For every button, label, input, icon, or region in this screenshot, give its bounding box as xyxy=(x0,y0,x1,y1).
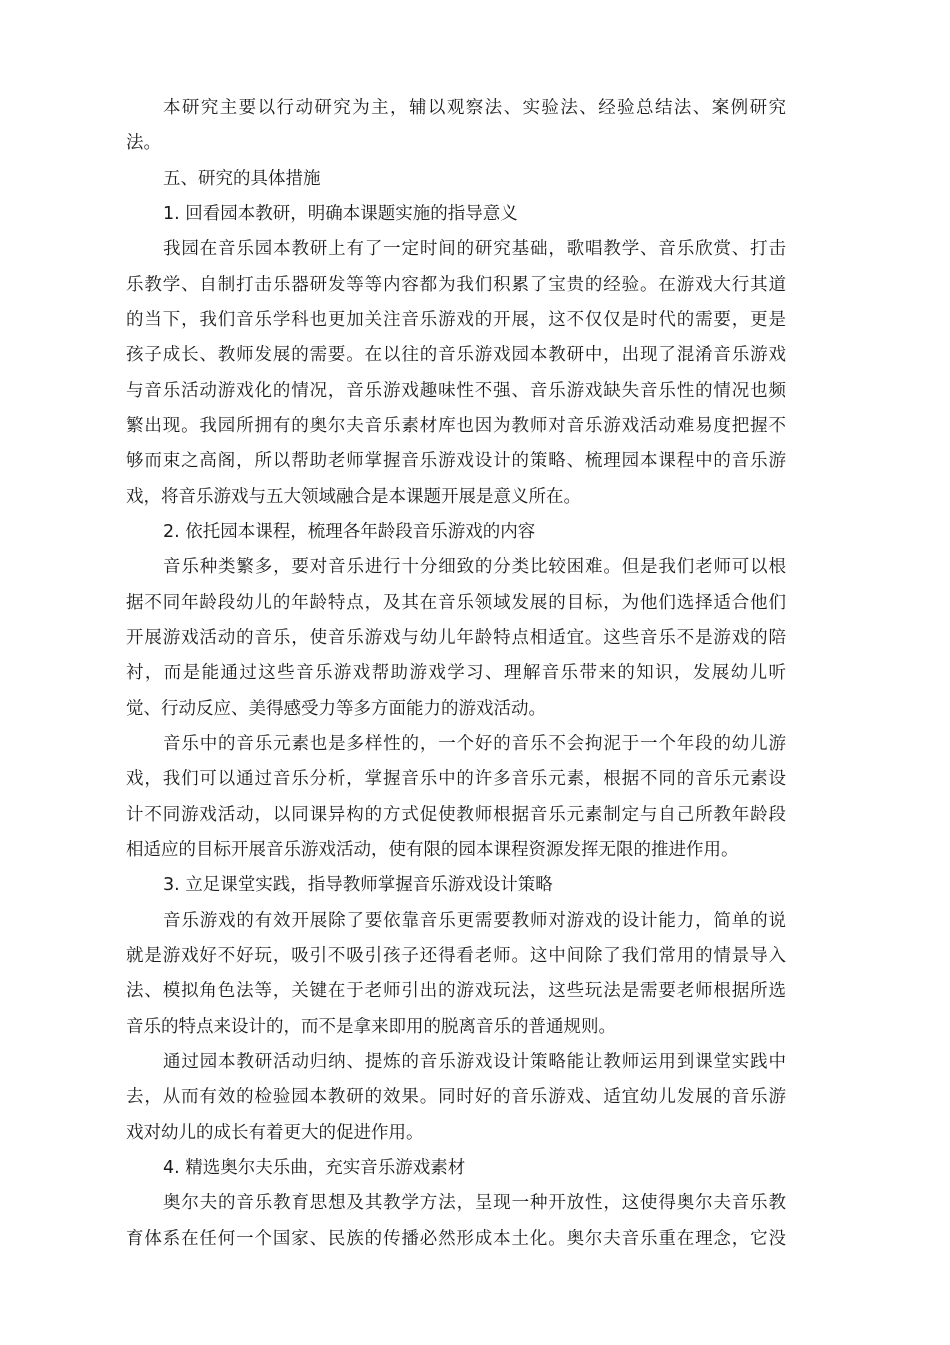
paragraph-line: 我园在音乐园本教研上有了一定时间的研究基础，歌唱教学、音乐欣赏、打击 xyxy=(163,239,786,259)
paragraph-line: 开展游戏活动的音乐，使音乐游戏与幼儿年龄特点相适宜。这些音乐不是游戏的陪 xyxy=(126,628,786,648)
paragraph-line: 觉、行动反应、美得感受力等多方面能力的游戏活动。 xyxy=(126,699,546,719)
paragraph-line: 计不同游戏活动，以同课异构的方式促使教师根据音乐元素制定与自己所教年龄段 xyxy=(126,805,786,825)
paragraph-line: 音乐种类繁多，要对音乐进行十分细致的分类比较困难。但是我们老师可以根 xyxy=(163,557,786,577)
paragraph-line: 戏，我们可以通过音乐分析，掌握音乐中的许多音乐元素，根据不同的音乐元素设 xyxy=(126,769,786,789)
paragraph-line: 去，从而有效的检验园本教研的效果。同时好的音乐游戏、适宜幼儿发展的音乐游 xyxy=(126,1087,786,1107)
paragraph-line: 奥尔夫的音乐教育思想及其教学方法，呈现一种开放性，这使得奥尔夫音乐教 xyxy=(163,1193,786,1213)
subsection-heading: 3. 立足课堂实践，指导教师掌握音乐游戏设计策略 xyxy=(163,875,553,895)
paragraph-line: 孩子成长、教师发展的需要。在以往的音乐游戏园本教研中，出现了混淆音乐游戏 xyxy=(126,345,786,365)
subsection-heading: 4. 精选奥尔夫乐曲，充实音乐游戏素材 xyxy=(163,1158,466,1178)
paragraph-line: 的当下，我们音乐学科也更加关注音乐游戏的开展，这不仅仅是时代的需要，更是 xyxy=(126,310,786,330)
subsection-heading: 2. 依托园本课程，梳理各年龄段音乐游戏的内容 xyxy=(163,522,536,542)
paragraph-line: 相适应的目标开展音乐游戏活动，使有限的园本课程资源发挥无限的推进作用。 xyxy=(126,840,739,860)
section-heading: 五、研究的具体措施 xyxy=(163,169,321,189)
paragraph-line: 与音乐活动游戏化的情况，音乐游戏趣味性不强、音乐游戏缺失音乐性的情况也频 xyxy=(126,381,786,401)
paragraph-line: 就是游戏好不好玩，吸引不吸引孩子还得看老师。这中间除了我们常用的情景导入 xyxy=(126,946,786,966)
paragraph-line: 音乐的特点来设计的，而不是拿来即用的脱离音乐的普通规则。 xyxy=(126,1017,616,1037)
paragraph-line: 育体系在任何一个国家、民族的传播必然形成本土化。奥尔夫音乐重在理念，它没 xyxy=(126,1229,786,1249)
paragraph-line: 本研究主要以行动研究为主，辅以观察法、实验法、经验总结法、案例研究 xyxy=(163,98,786,118)
paragraph-line: 够而束之高阁，所以帮助老师掌握音乐游戏设计的策略、梳理园本课程中的音乐游 xyxy=(126,451,786,471)
paragraph-line: 音乐中的音乐元素也是多样性的，一个好的音乐不会拘泥于一个年段的幼儿游 xyxy=(163,734,786,754)
paragraph-line: 据不同年龄段幼儿的年龄特点，及其在音乐领域发展的目标，为他们选择适合他们 xyxy=(126,593,786,613)
subsection-heading: 1. 回看园本教研，明确本课题实施的指导意义 xyxy=(163,204,518,224)
paragraph-line: 戏对幼儿的成长有着更大的促进作用。 xyxy=(126,1123,424,1143)
paragraph-line: 繁出现。我园所拥有的奥尔夫音乐素材库也因为教师对音乐游戏活动难易度把握不 xyxy=(126,416,786,436)
paragraph-line: 通过园本教研活动归纳、提炼的音乐游戏设计策略能让教师运用到课堂实践中 xyxy=(163,1052,786,1072)
paragraph-line: 戏，将音乐游戏与五大领域融合是本课题开展是意义所在。 xyxy=(126,487,581,507)
paragraph-line: 乐教学、自制打击乐器研发等等内容都为我们积累了宝贵的经验。在游戏大行其道 xyxy=(126,275,786,295)
paragraph-line: 法、模拟角色法等，关键在于老师引出的游戏玩法，这些玩法是需要老师根据所选 xyxy=(126,981,786,1001)
paragraph-line: 衬，而是能通过这些音乐游戏帮助游戏学习、理解音乐带来的知识，发展幼儿听 xyxy=(126,663,786,683)
paragraph-line: 法。 xyxy=(126,133,161,153)
paragraph-line: 音乐游戏的有效开展除了要依靠音乐更需要教师对游戏的设计能力，简单的说 xyxy=(163,911,786,931)
